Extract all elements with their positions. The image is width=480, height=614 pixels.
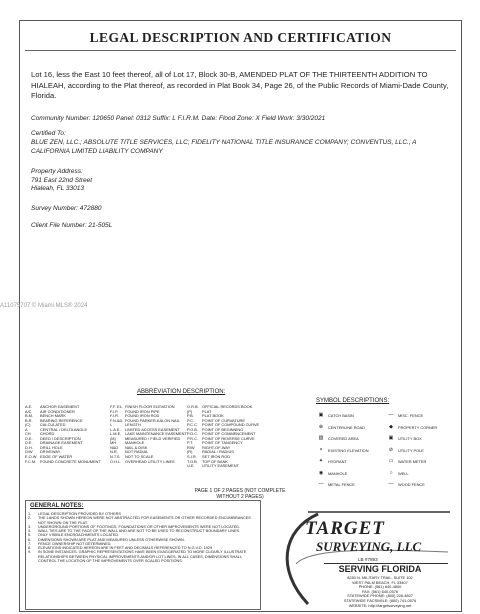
property-label: Property Address: [31, 168, 83, 175]
legal-description: Lot 16, less the East 10 feet thereof, all of Lot 17, Block 30-B, AMENDED PLAT OF THE THIRTEENTH ADDITION TO HIALEAH, according to the Plat thereof, as recorded in Plat Book 34, Page 26, of the Public Records of Miami-Dade County, Florida. [31, 70, 449, 101]
symbol-row [386, 456, 437, 468]
abbreviation-code: (C) [25, 422, 31, 428]
abbreviation-meaning: UTILITY EASEMENT [202, 463, 239, 469]
abbreviation-code: O.R.B. [187, 404, 199, 409]
abbreviation-meaning: LAKE MAINTENANCE EASEMENT [125, 431, 187, 437]
symbol-row [316, 433, 369, 445]
abbreviation-code: F.C.M. [25, 458, 37, 464]
abbreviation-code: F.I.R. [110, 413, 120, 419]
water-meter-icon: ▭ [388, 458, 394, 464]
watermark: A11075707 © Miami MLS® 2024 [0, 303, 88, 309]
utility-pole-icon: ⊘ [388, 446, 394, 453]
abbreviation-meaning: LENGTH [125, 422, 141, 428]
general-note: 3. UNDERGROUND PORTIONS OF FOOTINGS, FOUNDATIONS OR OTHER IMPROVEMENTS WERE NOT LOCATED. [28, 524, 241, 529]
abbreviation-meaning: PLAT [202, 408, 212, 414]
abbreviation-code: E.O.W. [25, 454, 38, 460]
wood-fence-icon: — [388, 481, 394, 487]
abbreviation-code: P.C. [187, 417, 195, 423]
abbreviation-meaning: POINT OF COMPOUND CURVE [202, 422, 260, 428]
abbreviation-code: N.R. [110, 449, 118, 455]
abbreviation-code: D.H. [25, 444, 33, 450]
hydrant-icon: ✦ [318, 458, 324, 464]
general-note: 6. DIMENSIONS SHOWN ARE PLAT AND MEASURED UNLESS OTHERWISE SHOWN. [28, 537, 185, 542]
abbreviation-code: F.F. EL. [110, 404, 123, 409]
company-address [325, 576, 435, 608]
abbreviation-code: B.R. [25, 417, 33, 423]
abbreviation-meaning: ANCHOR EASEMENT [40, 404, 80, 409]
certified-label: Certified To: [31, 130, 66, 137]
symbol-title: SYMBOL DESCRIPTIONS: [316, 398, 390, 404]
abbreviation-code: P.O.C. [187, 431, 199, 437]
symbol-row [316, 410, 369, 422]
abbreviation-code: (M) [110, 435, 116, 441]
abbreviation-code: D.E. [25, 435, 33, 441]
symbol-label: WOOD FENCE [398, 482, 425, 487]
symbol-row [386, 479, 437, 491]
abbreviation-code: MH [110, 440, 117, 446]
symbol-label: EXISTING ELEVATION [328, 447, 369, 453]
general-notes-list [28, 512, 256, 563]
symbol-row [386, 410, 437, 422]
abbreviation-meaning: FOUND PARKER-KALON NAIL [125, 417, 180, 423]
abbreviation-code: F.N.&D. [110, 417, 124, 423]
abbreviation-meaning: FOUND IRON ROD [125, 413, 160, 419]
property-corner-icon: ◆ [389, 423, 393, 430]
address-line: FAX: (561) 640-0576 [361, 588, 399, 594]
address-line2: Hialeah, FL 33013 [31, 185, 85, 192]
abbreviation-code: D/W [25, 449, 33, 455]
abbreviation-code: F.I.P. [110, 408, 119, 414]
abbreviation-code: (R) [187, 449, 193, 455]
symbol-label: COVERED AREA [328, 436, 359, 441]
abbreviation-meaning: POINT OF TANGENCY [202, 440, 243, 446]
survey-number: Survey Number: 472880 [31, 205, 102, 212]
symbol-label: UTILITY POLE [398, 447, 424, 453]
abbreviation-code: T.O.B. [187, 458, 198, 464]
metal-fence-icon: — [318, 481, 324, 487]
symbol-label: UTILITY BOX [398, 436, 422, 441]
abbreviation-meaning: MANHOLE [125, 440, 145, 446]
address-line1: 791 East 22nd Street [31, 177, 93, 184]
abbreviation-code: (P) [187, 408, 193, 414]
general-note: 1. LEGAL DESCRIPTION PROVIDED BY OTHERS [28, 512, 121, 516]
symbol-row [316, 479, 369, 491]
abbreviation-meaning: POINT OF BEGINNING [202, 426, 244, 432]
community-line: Community Number: 120650 Panel: 0312 Suffix: L F.I.R.M. Date: Flood Zone: X Field Work: 3/30/2021 [31, 115, 326, 122]
abbreviation-meaning: BENCH MARK [40, 413, 66, 419]
centerline-icon: ⊕ [318, 423, 324, 430]
abbreviation-meaning: CHORD [40, 431, 55, 437]
abbreviation-code: P.T. [187, 440, 194, 446]
abbreviation-code: P.O.B. [187, 426, 198, 432]
abbreviation-code: A.E. [25, 404, 33, 409]
manhole-icon: ◉ [318, 469, 324, 476]
address-line: WEST PALM BEACH, FL 33407 [352, 579, 408, 585]
abbreviation-meaning: FOUND CONCRETE MONUMENT [40, 458, 101, 464]
abbreviation-meaning: DRIVEWAY [40, 449, 61, 455]
abbreviation-code: S.I.R. [187, 454, 197, 460]
client-file-number: Client File Number: 21-505L [31, 222, 113, 229]
symbol-row [386, 422, 437, 434]
abbreviation-meaning: FINISH FLOOR ELEVATION [125, 404, 175, 409]
abbreviation-meaning: POINT OF REVERSE CURVE [202, 435, 255, 441]
symbol-label: MANHOLE [328, 470, 348, 476]
symbol-label: PROPERTY CORNER [398, 424, 438, 430]
abbreviation-meaning: PLAT BOOK [202, 413, 224, 419]
abbreviation-code: N.T.S. [110, 454, 121, 460]
symbol-row [386, 433, 437, 445]
abbreviation-meaning: OVERHEAD UTILITY LINES [125, 458, 175, 464]
abbreviation-meaning: DRILL HOLE [40, 444, 63, 450]
abbreviation-code: L.M.E. [110, 431, 122, 437]
abbreviation-code: CH [25, 431, 31, 437]
abbreviation-row [25, 460, 101, 465]
symbols-right [386, 410, 437, 491]
serving-florida: SERVING FLORIDA [338, 564, 422, 574]
misc-fence-icon: — [388, 412, 394, 418]
symbol-label: HYDRANT [328, 459, 347, 464]
abbreviation-meaning: MEASURED / FIELD VERIFIED [125, 435, 181, 441]
abbreviation-code: U.E. [187, 463, 195, 469]
abbreviation-code: A/C [25, 408, 32, 414]
address-line: STATEWIDE PHONE: (800) 226-4807 [347, 593, 413, 599]
abbreviation-meaning: DRAINAGE EASEMENT [40, 440, 83, 446]
abbreviation-meaning: EDGE OF WATER [40, 454, 73, 460]
covered-area-icon: ▨ [318, 435, 324, 441]
abbreviation-code: O.H.L. [110, 458, 122, 464]
abbreviation-meaning: RIGHT-OF-WAY [202, 444, 231, 450]
general-note: 9. IN SOME INSTANCES, GRAPHIC REPRESENTATIONS HAVE BEEN EXAGGERATED TO MORE CLEARLY ILLUSTRATE RELATIONSHIPS BETWEEN PHYSICAL IMPROVEMENTS AND/OR LOT LINES. IN ALL CASES, DIMENSIONS SHALL CONTROL THE LOCATION OF THE IMPROVEMENTS OVER SCALED POSITIONS. [28, 550, 247, 563]
address-line: WEBSITE: http://targetsurveying.net [348, 602, 412, 608]
general-note: 7. FENCE OWNERSHIP NOT DETERMINED. [28, 541, 112, 546]
abbreviation-column-2 [110, 405, 187, 464]
abbreviation-code: P.R.C. [187, 435, 198, 441]
abbreviation-code: B.M. [25, 413, 33, 419]
address-line: 8250 N. MILITARY TRAIL, SUITE 102 [347, 575, 413, 580]
logo-surveying: SURVEYING, LLC [316, 539, 422, 554]
symbol-row [386, 445, 437, 457]
abbreviation-meaning: NAIL & DISK [125, 444, 148, 450]
symbol-row [316, 468, 369, 480]
abbreviation-meaning: POINT OF CURVATURE [202, 417, 245, 423]
abbreviation-title: ABBREVIATION DESCRIPTION: [137, 389, 226, 395]
symbol-row [316, 456, 369, 468]
symbols-left [316, 410, 369, 491]
symbol-row [316, 422, 369, 434]
abbreviation-column-3 [187, 405, 259, 469]
abbreviation-row [187, 464, 259, 469]
abbreviation-column-1 [25, 405, 101, 464]
general-note: 4. WALL TIES ARE TO THE FACE OF THE WALL AND ARE NOT TO BE USED TO RECONSTRUCT BOUNDARY LINES. [28, 529, 241, 533]
catch-basin-icon: ▣ [318, 412, 324, 418]
address-line: STATEWIDE FACSIMILE: (800) 741-0576 [343, 597, 417, 603]
abbreviation-meaning: DEED / DESCRIPTION [40, 435, 81, 441]
abbreviation-meaning: NOT TO SCALE [125, 454, 154, 460]
abbreviation-meaning: BEARING REFERENCE [40, 417, 83, 423]
symbol-label: WATER METER [398, 459, 427, 464]
abbreviation-meaning: POINT OF COMMENCEMENT [202, 431, 256, 437]
abbreviation-code: N&D [110, 444, 119, 450]
general-notes-title: GENERAL NOTES: [30, 503, 84, 509]
symbol-label: METAL FENCE [328, 482, 355, 487]
abbreviation-meaning: LIMITED ACCESS EASEMENT [125, 426, 180, 432]
general-note: 8. ELEVATIONS INDICATED HEREON ARE IN FEET AND DECIMALS REFERENCED TO N.G.V.D. 1929 [28, 546, 213, 550]
abbreviation-meaning: SET IRON ROD [202, 454, 231, 460]
lb-number: LB #7893 [358, 557, 378, 562]
abbreviation-meaning: OFFICIAL RECORDS BOOK [202, 404, 253, 409]
abbreviation-meaning: CALCULATED [40, 422, 66, 428]
elevation-icon: × [319, 446, 323, 453]
abbreviation-code: L.A.E. [110, 426, 121, 432]
abbreviation-code: L [110, 422, 113, 428]
symbol-label: CENTERLINE ROAD [328, 424, 365, 430]
symbol-row [386, 468, 437, 480]
title-divider [25, 50, 456, 51]
general-note: 2. THE LANDS SHOWN HEREON WERE NOT ABSTRACTED FOR EASEMENTS OR OTHER RECORDED ENCUMBRANCES NOT SHOWN ON THE PLAT. [28, 516, 251, 525]
abbreviation-meaning: CENTRAL / DELTA ANGLE [40, 426, 88, 432]
page-note: PAGE 1 OF 2 PAGES (NOT COMPLETE WITHOUT 2 PAGES) [194, 488, 286, 500]
certified-to: BLUE ZEN, LLC.; ABSOLUTE TITLE SERVICES, LLC; FIDELITY NATIONAL TITLE INSURANCE COMPANY; CONVENTUS, LLC., A CALIFORNIA LIMITED LIABILITY COMPANY [31, 139, 417, 155]
abbreviation-meaning: TOP OF BANK [202, 458, 229, 464]
abbreviation-code: P.C.C. [187, 422, 198, 428]
utility-box-icon: ▣ [388, 435, 394, 441]
address-line: PHONE: (561) 640-4800 [358, 584, 402, 590]
abbreviation-meaning: RADIAL / RADIUS [202, 449, 234, 455]
abbreviation-meaning: AIR CONDITIONER [40, 408, 75, 414]
abbreviation-code: Δ [25, 426, 28, 432]
abbreviation-code: D.E. [25, 440, 33, 446]
abbreviation-meaning: NOT RADIAL [125, 449, 149, 455]
symbol-label: CATCH BASIN [328, 413, 354, 418]
abbreviation-meaning: FOUND IRON PIPE [125, 408, 160, 414]
document-title: LEGAL DESCRIPTION AND CERTIFICATION [89, 30, 392, 45]
abbreviation-row [110, 460, 187, 465]
symbol-row [316, 445, 369, 457]
abbreviation-code: P.B. [187, 413, 194, 419]
symbol-label: MISC. FENCE [398, 413, 424, 418]
abbreviation-code: R/W [187, 444, 195, 450]
logo-target: TARGET [305, 518, 385, 539]
symbol-label: WELL [398, 470, 409, 476]
general-note: 5. ONLY VISIBLE ENCROACHMENTS LOCATED. [28, 533, 120, 538]
well-icon: ○ [389, 469, 393, 476]
